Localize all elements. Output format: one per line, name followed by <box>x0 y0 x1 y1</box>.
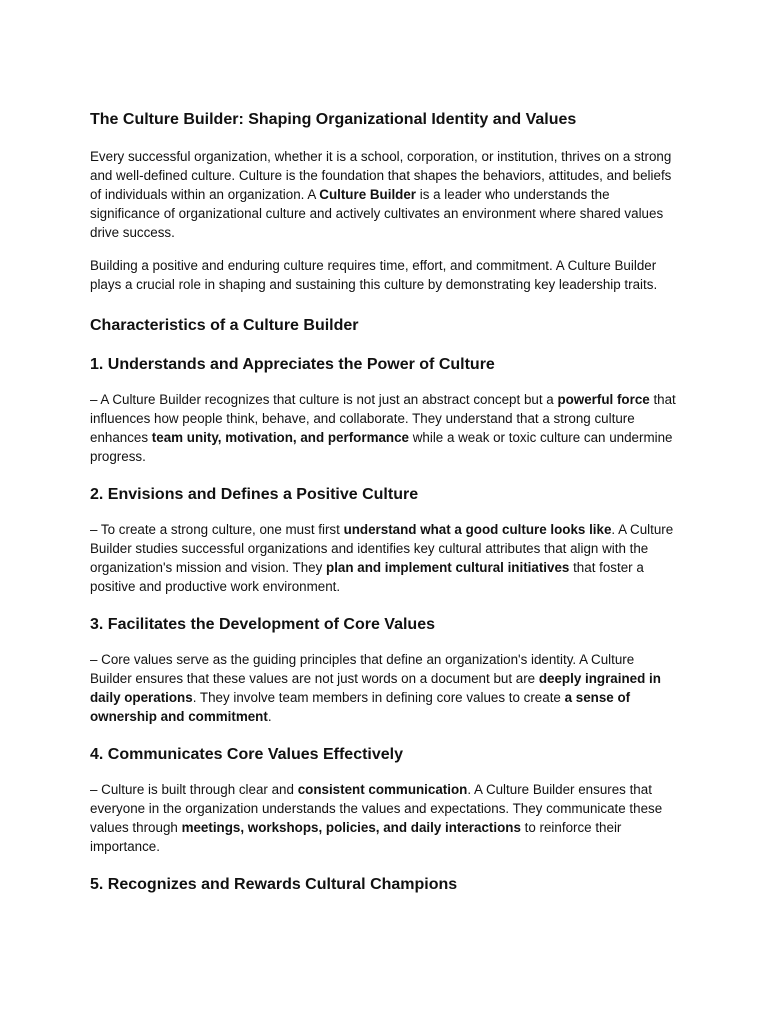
body-text: . A Culture Builder studies successful organizations and identifies key cultural attributes that align with the organization's mission and vision. They <box>90 522 674 575</box>
body-text: – Culture is built through clear and <box>90 782 298 797</box>
emphasis-text: consistent communication <box>297 782 468 797</box>
body-text: – To create a strong culture, one must first <box>90 522 344 537</box>
characteristic-heading: 3. Facilitates the Development of Core Values <box>90 616 435 633</box>
emphasis-text: understand what a good culture looks like <box>343 522 612 537</box>
emphasis-text: plan and implement cultural initiatives <box>326 560 570 575</box>
intro-paragraph <box>90 147 678 242</box>
body-text: – A Culture Builder recognizes that culture is not just an abstract concept but a <box>90 392 558 407</box>
characteristic-heading: 4. Communicates Core Values Effectively <box>90 746 404 763</box>
body-text: . They involve team members in defining core values to create <box>192 690 565 705</box>
emphasis-text: Culture Builder <box>319 187 416 202</box>
emphasis-text: powerful force <box>557 392 650 407</box>
characteristic-paragraph <box>90 390 678 466</box>
body-text: is a leader who understands the significance of organizational culture and actively cultivates an environment where shared values drive success. <box>90 187 664 240</box>
emphasis-text: team unity, motivation, and performance <box>151 430 409 445</box>
characteristic-paragraph <box>90 780 678 856</box>
sections-list <box>90 355 678 895</box>
emphasis-text: deeply ingrained in daily operations <box>90 671 661 705</box>
body-text: Every successful organization, whether it is a school, corporation, or institution, thrives on a strong and well-defined culture. Culture is the foundation that shapes the behaviors, attitudes, and beliefs of individuals within an organization. A <box>90 149 672 202</box>
document-title: The Culture Builder: Shaping Organizational Identity and Values <box>90 111 577 128</box>
body-text: . A Culture Builder ensures that everyone in the organization understands the values and expectations. They communicate these values through <box>90 782 663 835</box>
characteristic-paragraph <box>90 650 678 726</box>
characteristic-heading: 1. Understands and Appreciates the Power of Culture <box>90 356 495 373</box>
characteristic-heading: 5. Recognizes and Rewards Cultural Champions <box>90 876 458 893</box>
section-heading: Characteristics of a Culture Builder <box>90 317 359 334</box>
characteristic-paragraph <box>90 520 678 596</box>
body-text: . <box>267 709 272 724</box>
emphasis-text: a sense of ownership and commitment <box>90 690 631 724</box>
body-text: that foster a positive and productive work environment. <box>90 560 644 594</box>
body-text: – Core values serve as the guiding principles that define an organization's identity. A Culture Builder ensures that these values are not just words on a document but are <box>90 652 635 686</box>
body-text: to reinforce their importance. <box>90 820 622 854</box>
intro-paragraph <box>90 256 678 294</box>
body-text: Building a positive and enduring culture requires time, effort, and commitment. A Culture Builder plays a crucial role in shaping and sustaining this culture by demonstrating key leadership traits. <box>90 258 658 292</box>
emphasis-text: meetings, workshops, policies, and daily interactions <box>181 820 521 835</box>
intro <box>90 147 678 294</box>
body-text: while a weak or toxic culture can undermine progress. <box>90 430 673 464</box>
characteristic-heading: 2. Envisions and Defines a Positive Culture <box>90 486 419 503</box>
body-text: that influences how people think, behave, and collaborate. They understand that a strong culture enhances <box>90 392 676 445</box>
